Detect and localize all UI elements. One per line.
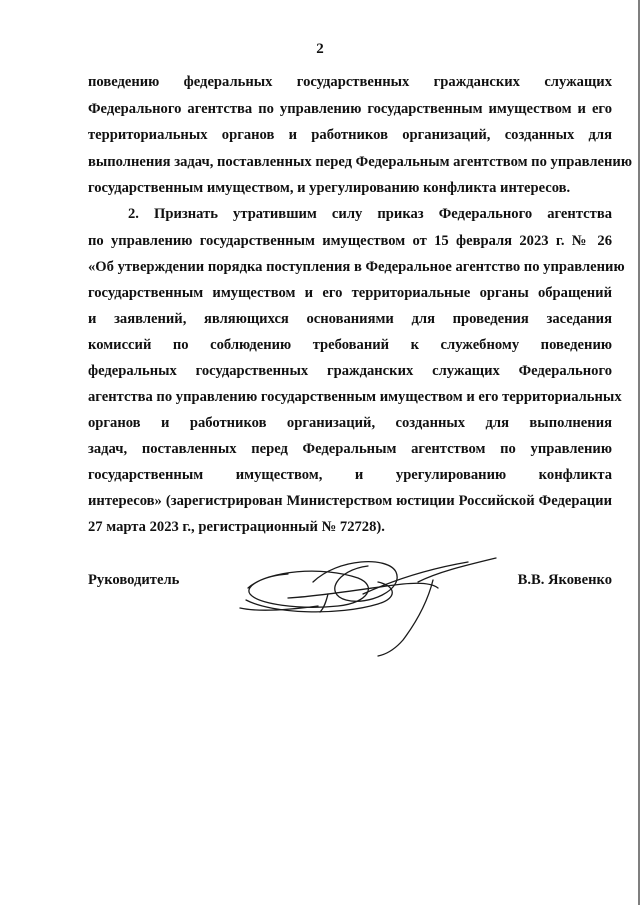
paragraph2-line: органов и работников организаций, созданных для выполнения (88, 415, 612, 431)
paragraph1-line: выполнения задач, поставленных перед Федеральным агентством по управлению (88, 154, 632, 170)
paragraph2-line: агентства по управлению государственным имуществом и его территориальных (88, 389, 622, 405)
paragraph2-line: задач, поставленных перед Федеральным агентством по управлению (88, 441, 612, 457)
paragraph2-line: и заявлений, являющихся основаниями для проведения заседания (88, 311, 612, 327)
paragraph2-line: «Об утверждении порядка поступления в Федеральное агентство по управлению (88, 259, 625, 275)
paragraph1-line: государственным имуществом, и урегулированию конфликта интересов. (88, 180, 571, 196)
paragraph2-line: федеральных государственных гражданских служащих Федерального (88, 363, 612, 379)
paragraph2-line: государственным имуществом, и урегулированию конфликта (88, 467, 612, 483)
paragraph2-line: комиссий по соблюдению требований к служебному поведению (88, 337, 612, 353)
handwritten-signature (228, 548, 518, 658)
paragraph1-line: Федерального агентства по управлению государственным имуществом и его (88, 101, 612, 117)
signer-name: В.В. Яковенко (517, 572, 612, 588)
paragraph1-line: территориальных органов и работников организаций, созданных для (88, 127, 612, 143)
page-number: 2 (316, 41, 324, 57)
paragraph2-line: 27 марта 2023 г., регистрационный № 72728). (88, 519, 385, 535)
position-title: Руководитель (88, 572, 180, 588)
paragraph2-line: государственным имуществом и его территориальные органы обращений (88, 285, 612, 301)
paragraph2-line: по управлению государственным имуществом от 15 февраля 2023 г. № 26 (88, 233, 612, 249)
paragraph1-line: поведению федеральных государственных гражданских служащих (88, 74, 612, 90)
paragraph2-line: 2. Признать утратившим силу приказ Федерального агентства (128, 206, 612, 222)
paragraph2-line: интересов» (зарегистрирован Министерством юстиции Российской Федерации (88, 493, 612, 509)
